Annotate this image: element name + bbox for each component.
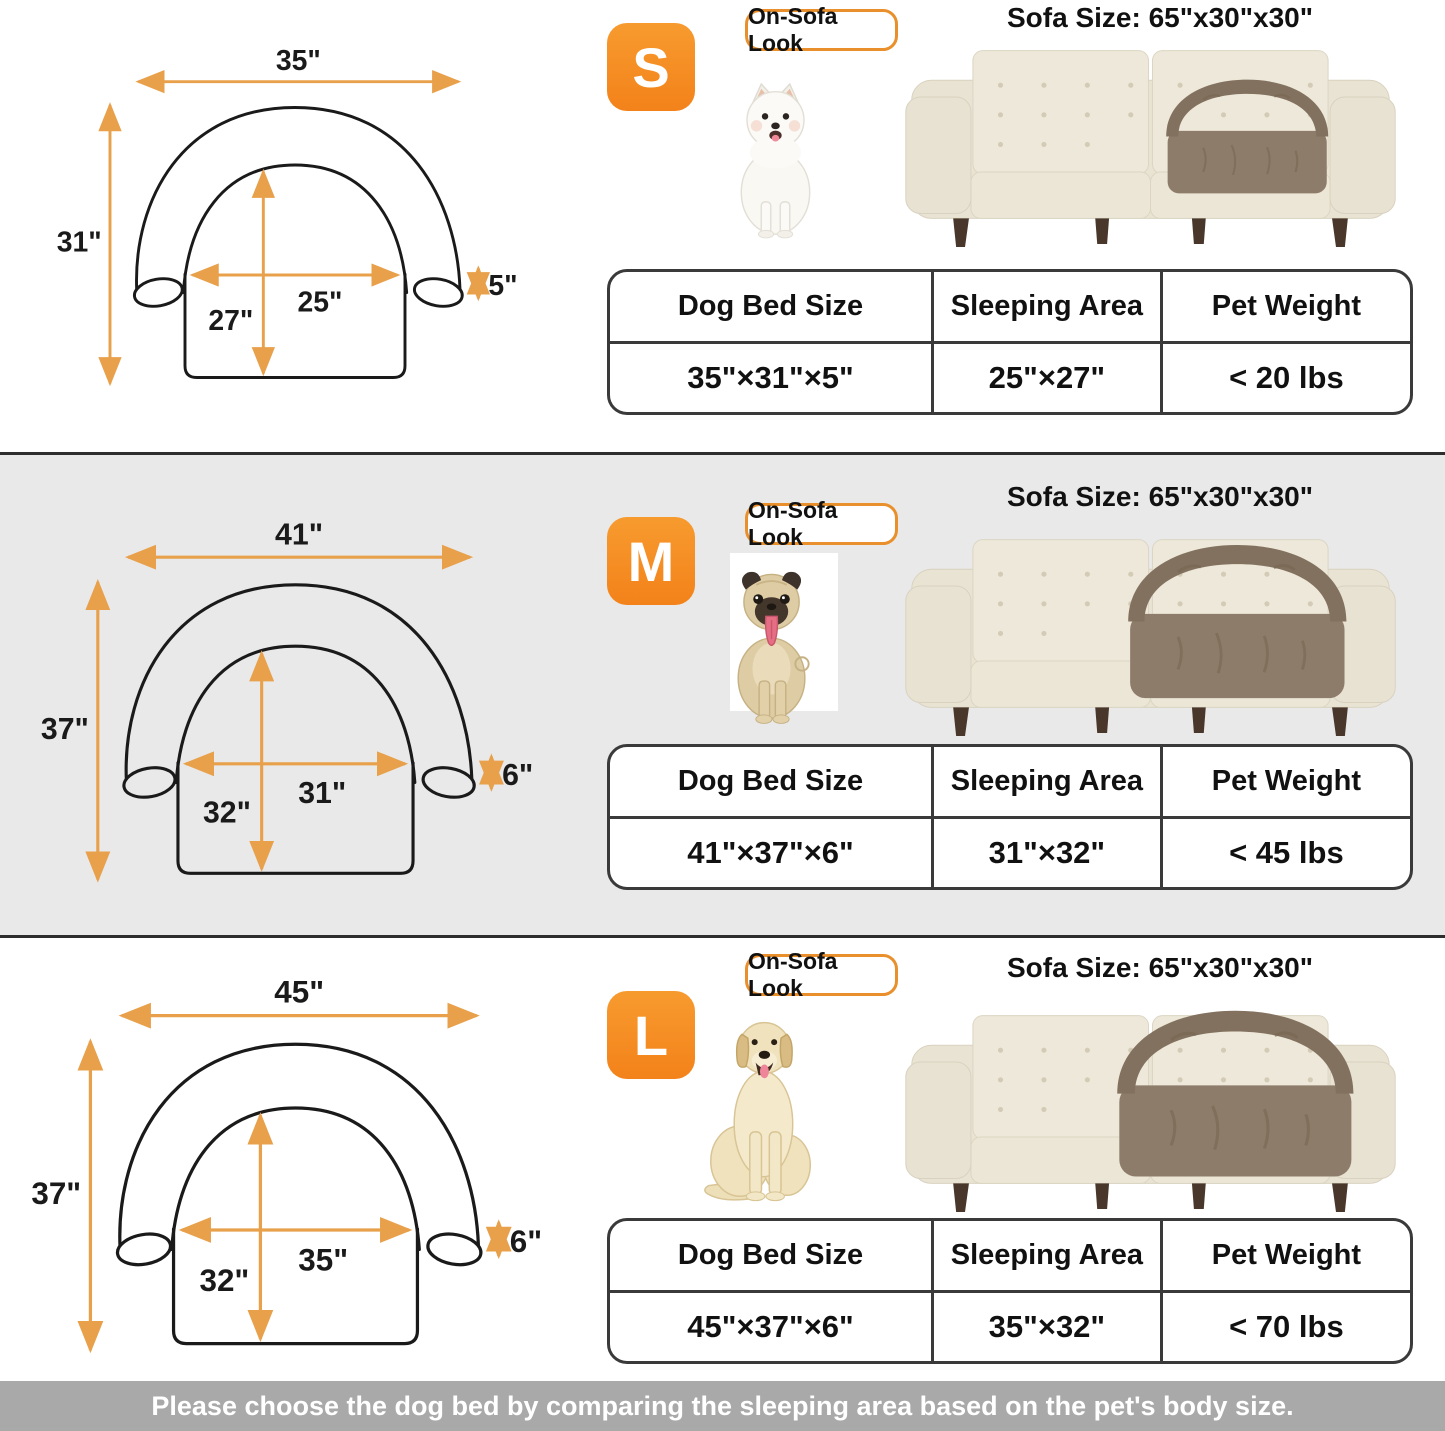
header-pet-weight: Pet Weight xyxy=(1211,1238,1362,1271)
size-section-m xyxy=(0,452,1445,938)
value-pet-weight: < 45 lbs xyxy=(1229,834,1344,870)
dim-label-inner-depth: 32" xyxy=(199,1262,250,1298)
bed-dimension-diagram-s xyxy=(45,45,545,395)
table-value-row xyxy=(610,819,1410,888)
size-section-s xyxy=(0,0,1445,452)
table-header-row xyxy=(610,747,1410,819)
dim-label-inner-depth: 27" xyxy=(208,305,254,338)
table-value-row xyxy=(610,1293,1410,1362)
value-pet-weight: < 20 lbs xyxy=(1229,359,1344,395)
pill-text: On-Sofa Look xyxy=(748,497,838,550)
size-table-m xyxy=(607,744,1413,890)
size-badge-m: M xyxy=(607,517,695,605)
dim-label-height: 37" xyxy=(40,712,89,746)
table-header-row xyxy=(610,1221,1410,1293)
size-badge-s: S xyxy=(607,23,695,111)
pug-dog-image xyxy=(722,559,822,726)
dim-label-bolster-height: 6" xyxy=(509,1224,543,1260)
sofa-size-title: Sofa Size: 65"x30"x30" xyxy=(1007,952,1313,983)
dim-label-bolster-height: 5" xyxy=(488,270,518,303)
value-dog-bed-size: 35"×31"×5" xyxy=(610,344,934,413)
header-sleeping-area: Sleeping Area xyxy=(934,1221,1163,1290)
dim-label-inner-depth: 32" xyxy=(202,796,251,830)
size-section-l xyxy=(0,938,1445,1384)
dog-bed-outline xyxy=(115,1044,483,1343)
labrador-dog-image xyxy=(695,1007,827,1207)
value-pet-weight: < 70 lbs xyxy=(1229,1308,1344,1344)
dog-bed-outline xyxy=(132,108,464,378)
dimension-arrows xyxy=(98,557,492,879)
sofa-with-bed-image-l xyxy=(884,991,1417,1213)
value-dog-bed-size: 41"×37"×6" xyxy=(610,819,934,888)
pill-text: On-Sofa Look xyxy=(748,3,838,56)
header-dog-bed-size: Dog Bed Size xyxy=(610,747,934,816)
on-sofa-look-label xyxy=(745,497,898,550)
dim-label-inner-width: 35" xyxy=(298,1242,349,1278)
sofa-legs xyxy=(953,1183,1348,1212)
size-badge-l: L xyxy=(607,991,695,1079)
table-header-row xyxy=(610,272,1410,344)
sofa-size-title: Sofa Size: 65"x30"x30" xyxy=(1007,2,1313,33)
sofa-size-title: Sofa Size: 65"x30"x30" xyxy=(1007,481,1313,512)
sofa-legs xyxy=(953,707,1348,736)
header-dog-bed-size: Dog Bed Size xyxy=(610,272,934,341)
header-sleeping-area: Sleeping Area xyxy=(934,747,1163,816)
on-sofa-look-label xyxy=(745,948,898,1001)
dimension-arrows xyxy=(90,1016,498,1350)
value-sleeping-area: 31"×32" xyxy=(934,819,1163,888)
table-value-row xyxy=(610,344,1410,413)
size-table-l xyxy=(607,1218,1413,1364)
dim-label-height: 37" xyxy=(31,1176,82,1212)
header-pet-weight: Pet Weight xyxy=(1211,289,1362,322)
value-sleeping-area: 35"×32" xyxy=(934,1293,1163,1362)
pomeranian-dog-image xyxy=(728,80,823,242)
sofa-legs xyxy=(953,218,1348,247)
value-dog-bed-size: 45"×37"×6" xyxy=(610,1293,934,1362)
header-pet-weight: Pet Weight xyxy=(1211,764,1362,797)
value-sleeping-area: 25"×27" xyxy=(934,344,1163,413)
size-table-s xyxy=(607,269,1413,415)
dim-label-bolster-height: 6" xyxy=(502,759,534,793)
bed-dimension-diagram-m xyxy=(28,518,563,892)
on-sofa-look-label xyxy=(745,3,898,56)
dog-bed-outline xyxy=(122,585,477,874)
footer-note: Please choose the dog bed by comparing the sleeping area based on the pet's body size. xyxy=(0,1381,1445,1431)
bed-dimension-diagram-l xyxy=(18,975,573,1363)
dim-label-width: 35" xyxy=(275,45,321,77)
sofa-with-bed-image-m xyxy=(884,515,1417,737)
header-dog-bed-size: Dog Bed Size xyxy=(610,1221,934,1290)
pill-text: On-Sofa Look xyxy=(748,948,838,1001)
dimension-arrows xyxy=(110,82,478,384)
dim-label-inner-width: 31" xyxy=(298,776,347,810)
dim-label-width: 41" xyxy=(275,518,324,552)
dim-label-inner-width: 25" xyxy=(297,286,343,319)
header-sleeping-area: Sleeping Area xyxy=(934,272,1163,341)
dim-label-width: 45" xyxy=(274,975,325,1010)
sofa-with-bed-image-s xyxy=(884,26,1417,248)
dim-label-height: 31" xyxy=(56,226,102,259)
